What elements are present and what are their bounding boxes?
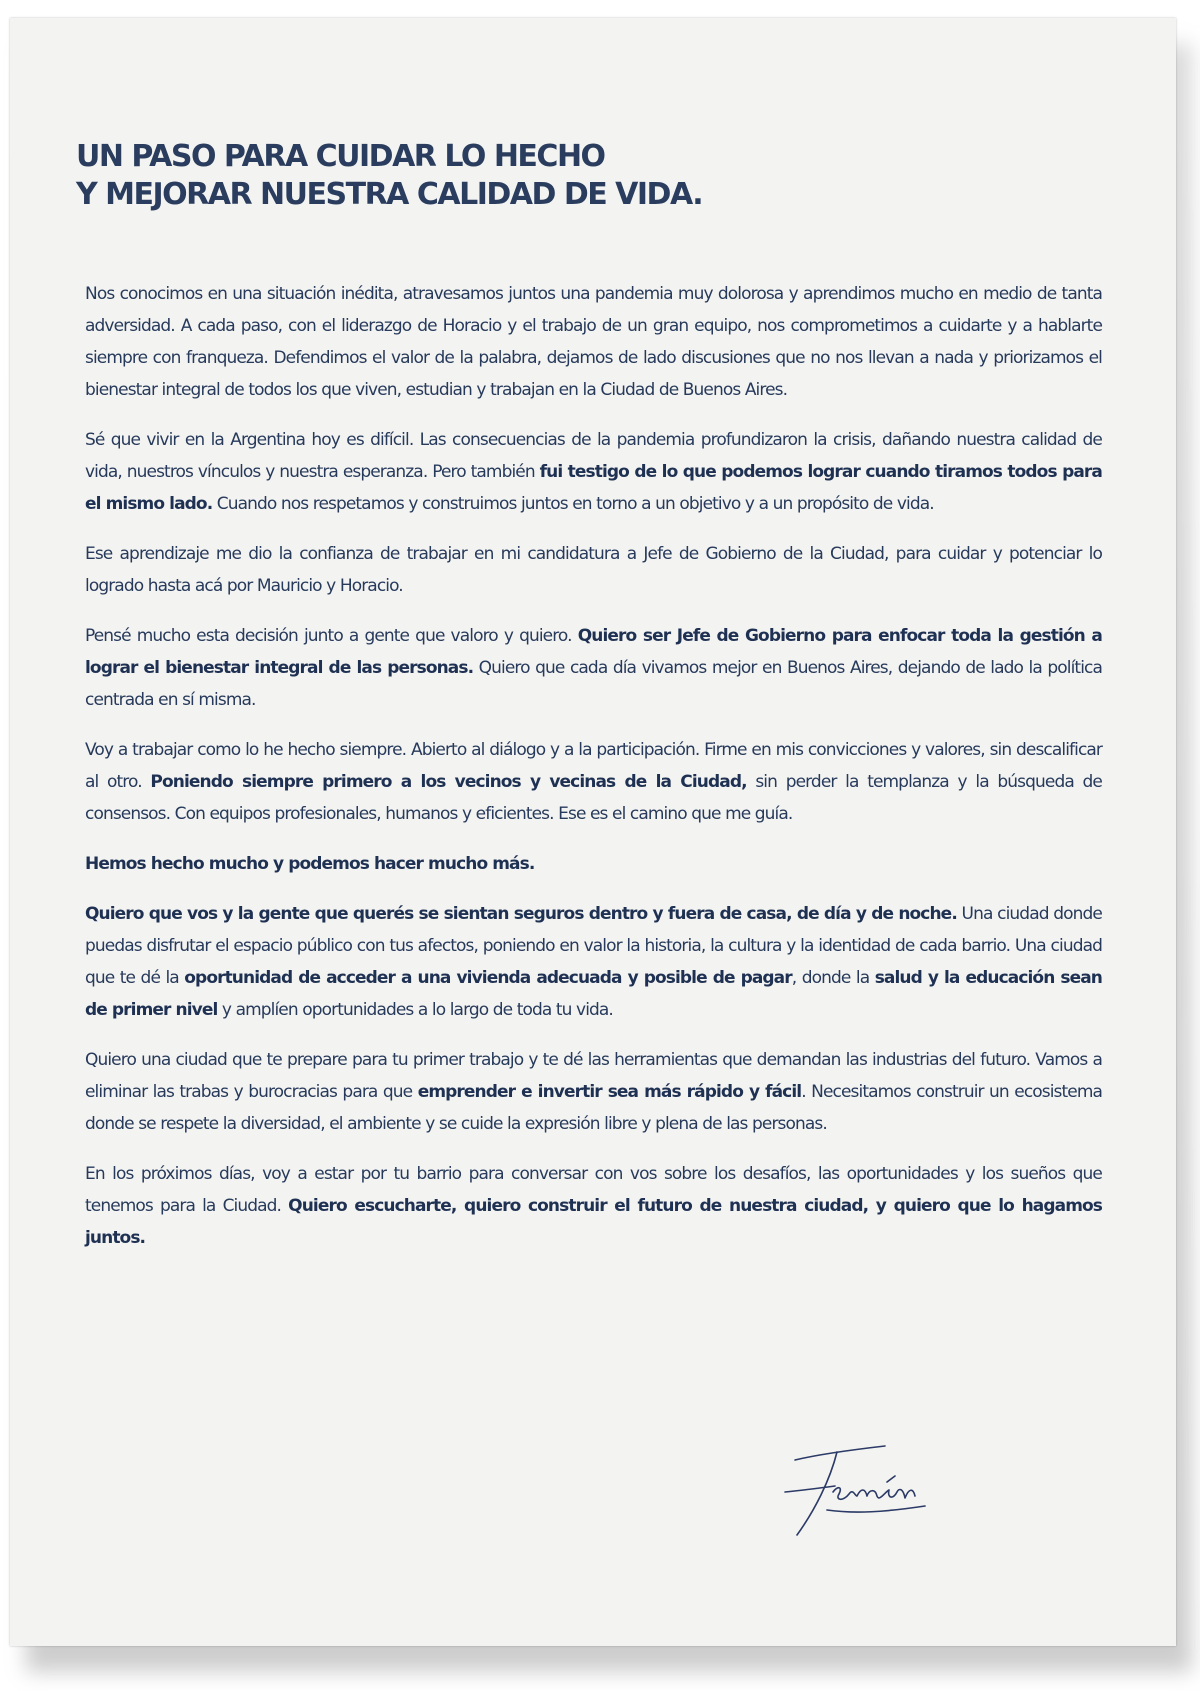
- paragraph-text: y amplíen oportunidades a lo largo de toda tu vida.: [217, 1000, 613, 1020]
- paragraph-text: Quiero una ciudad que te prepare para tu primer trabajo y te dé las herramientas que demandan las industrias del futuro. Vamos a eliminar las trabas y burocracias para que: [85, 1050, 1102, 1102]
- bold-text: Quiero que vos y la gente que querés se sientan seguros dentro y fuera de casa, de día y de noche.: [85, 904, 957, 924]
- paragraph-text: Nos conocimos en una situación inédita, atravesamos juntos una pandemia muy dolorosa y aprendimos mucho en medio de tanta adversidad. A cada paso, con el liderazgo de Horacio y el trabajo de un gran equipo, nos comprometimos a cuidarte y a hablarte siempre con franqueza. Defendimos el valor de la palabra, dejamos de lado discusiones que no nos llevan a nada y priorizamos el bienestar integral de todos los que viven, estudian y trabajan en la Ciudad de Buenos Aires.: [85, 284, 1102, 400]
- letter-title: [76, 138, 1076, 214]
- paragraph-text: Quiero que cada día vivamos mejor en Buenos Aires, dejando de lado la política centrada en sí misma.: [85, 658, 1102, 710]
- signature: [775, 1440, 935, 1540]
- paragraph-text: Sé que vivir en la Argentina hoy es difícil. Las consecuencias de la pandemia profundizaron la crisis, dañando nuestra calidad de vida, nuestros vínculos y nuestra esperanza. Pero también: [85, 430, 1102, 482]
- bold-text: Quiero ser Jefe de Gobierno para enfocar toda la gestión a lograr el bienestar integral de las personas.: [85, 626, 1102, 678]
- letter-paragraph: [85, 278, 1102, 406]
- paragraph-text: sin perder la templanza y la búsqueda de consensos. Con equipos profesionales, humanos y eficientes. Ese es el camino que me guía.: [85, 772, 1102, 824]
- paragraph-text: Ese aprendizaje me dio la confianza de trabajar en mi candidatura a Jefe de Gobierno de la Ciudad, para cuidar y potenciar lo logrado hasta acá por Mauricio y Horacio.: [85, 544, 1102, 596]
- letter-paragraph: [85, 538, 1102, 602]
- paragraph-text: Voy a trabajar como lo he hecho siempre. Abierto al diálogo y a la participación. Firme en mis convicciones y valores, sin descalificar al otro.: [85, 740, 1102, 792]
- title-line-2: Y MEJORAR NUESTRA CALIDAD DE VIDA.: [76, 177, 703, 212]
- letter-paragraph: [85, 620, 1102, 716]
- paragraph-text: Pensé mucho esta decisión junto a gente que valoro y quiero.: [85, 626, 578, 646]
- letter-body: [85, 278, 1102, 1272]
- bold-text: oportunidad de acceder a una vivienda adecuada y posible de pagar: [184, 968, 792, 988]
- bold-text: Quiero escucharte, quiero construir el futuro de nuestra ciudad, y quiero que lo hagamos juntos.: [85, 1196, 1103, 1248]
- paragraph-text: Una ciudad donde puedas disfrutar el espacio público con tus afectos, poniendo en valor la historia, la cultura y la identidad de cada barrio. Una ciudad que te dé la: [85, 904, 1102, 988]
- letter-paragraph: [85, 424, 1102, 520]
- letter-paragraph: [85, 1044, 1102, 1140]
- paragraph-text: En los próximos días, voy a estar por tu barrio para conversar con vos sobre los desafíos, las oportunidades y los sueños que tenemos para la Ciudad.: [85, 1164, 1102, 1216]
- letter-paragraph: [85, 734, 1102, 830]
- title-line-1: UN PASO PARA CUIDAR LO HECHO: [76, 139, 605, 174]
- paragraph-text: Cuando nos respetamos y construimos juntos en torno a un objetivo y a un propósito de vida.: [212, 494, 934, 514]
- bold-text: Hemos hecho mucho y podemos hacer mucho más.: [85, 854, 535, 874]
- bold-text: salud y la educación sean de primer nivel: [85, 968, 1102, 1020]
- bold-text: Poniendo siempre primero a los vecinos y vecinas de la Ciudad,: [150, 772, 747, 792]
- bold-text: emprender e invertir sea más rápido y fácil: [417, 1082, 802, 1102]
- paragraph-text: . Necesitamos construir un ecosistema donde se respete la diversidad, el ambiente y se cuide la expresión libre y plena de las personas.: [85, 1082, 1103, 1134]
- letter-paragraph: [85, 1158, 1102, 1254]
- letter-paragraph: [85, 848, 1102, 880]
- letter-paragraph: [85, 898, 1102, 1026]
- paragraph-text: , donde la: [791, 968, 875, 988]
- bold-text: fui testigo de lo que podemos lograr cuando tiramos todos para el mismo lado.: [85, 462, 1102, 514]
